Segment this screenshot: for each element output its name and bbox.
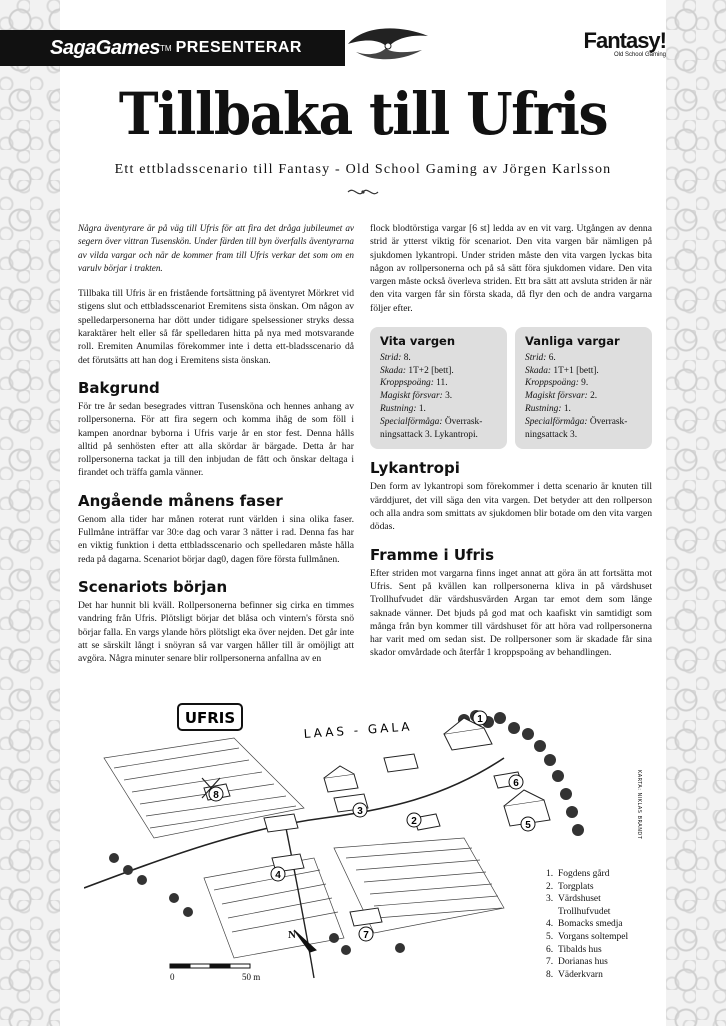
stat-row: Rustning: 1. [525, 404, 571, 415]
legend-item: 1. Fogdens gård [546, 869, 610, 879]
svg-text:50 m: 50 m [242, 972, 261, 982]
section-heading-moon: Angående månens faser [78, 491, 283, 510]
stat-row: Strid: 8. [380, 352, 411, 363]
left-column [78, 222, 354, 677]
section-heading-start: Scenariots början [78, 577, 228, 596]
legend-item: 8. Väderkvarn [546, 969, 603, 980]
stat-row: Specialförmåga: Överrask-ningsattack 3. [525, 416, 628, 440]
leaf-ornament-icon [338, 22, 438, 66]
legend-item: 6. Tibalds hus [546, 944, 602, 955]
page-title: Tillbaka till Ufris [118, 80, 608, 148]
map-marker-6 [509, 775, 523, 789]
page-subtitle: Ett ettbladsscenario till Fantasy - Old School Gaming av Jörgen Karlsson [114, 162, 612, 177]
svg-text:1: 1 [477, 714, 483, 725]
section-heading-arrival: Framme i Ufris [370, 545, 494, 564]
fantasy-logo-word: Fantasy! [583, 28, 666, 53]
svg-text:5: 5 [525, 820, 531, 831]
stat-box-normal-wolves [515, 327, 652, 449]
ornamental-border-left [0, 0, 60, 1026]
paragraph: Genom alla tider har månen roterat runt världen i sina olika faser. Fullmåne inträffar var 30:e dag och varar 3 nätter i rad. Denna fas har en viktig funktion i detta ettbladsscenario och spelledaren måste hålla reda på dagarna. Scenariot börjar dag0, dagen före första fullmånen. [78, 513, 354, 565]
fantasy-logo-sub: Old School Gaming [613, 52, 666, 58]
sagagames-logo: SagaGames [50, 36, 161, 59]
svg-text:7: 7 [363, 930, 369, 941]
svg-text:4: 4 [275, 870, 281, 881]
map-credit: KARTA: NIKLAS BRANDT [636, 770, 642, 840]
stat-row: Magiskt försvar: 3. [380, 391, 453, 402]
legend-item: 2. Torgplats [546, 881, 594, 892]
svg-text:0: 0 [170, 972, 175, 982]
map-title: UFRIS [184, 709, 236, 727]
stat-boxes [370, 327, 652, 449]
svg-text:2: 2 [411, 816, 417, 827]
map-marker-4 [271, 867, 285, 881]
ornamental-border-right [666, 0, 726, 1026]
paragraph: Det har hunnit bli kväll. Rollpersonerna befinner sig cirka en timmes vandring från Ufris. Plötsligt börjar det blåsa och vintern's första snö börjar falla. En vargs ylande hörs plötsligt eka över nejden. Det går inte att se särskilt långt i snöyran så var vargen håller till är omöjligt att avgöra. Några minuter senare blir rollpersonerna anfallna av en [78, 599, 354, 665]
village-map [84, 698, 624, 998]
fantasy-logo [566, 28, 666, 58]
divider-ornament-icon [346, 186, 380, 198]
map-legend [546, 868, 628, 981]
stat-box-white-wolf [370, 327, 507, 449]
paragraph: Efter striden mot vargarna finns inget annat att göra än att fortsätta mot Ufris. Sent på kvällen kan rollpersonerna kliva in på värdshuset Trollhufvudet där värdshusvärden Argan tar emot dem som länge saknade vänner. Det bjuds på god mat och kaafiskt vin samtidigt som många från byn kommer till värdshuset för att höra vad rollpersonerna har varit med om sedan sist. De rollpersoner som är skadade får sina skador omvårdade och återfår 1 kroppspoäng av behandlingen. [370, 567, 652, 659]
legend-item: 7. Dorianas hus [546, 957, 608, 968]
stat-row: Rustning: 1. [380, 404, 426, 415]
stat-row: Skada: 1T+2 [bett]. [380, 365, 454, 376]
intro-paragraph: Några äventyrare är på väg till Ufris för att fira det dråga jubileumet av segern över vittran Tusenskön. Under färden till byn överfalls äventyrarna av vilda vargar och när de kommer fram till Ufris verkar det som om en varulv börjar i trakten. [78, 223, 354, 273]
stat-row: Specialförmåga: Överrask-ningsattack 3. Lykantropi. [380, 416, 483, 440]
stat-row: Kroppspoäng: 9. [525, 378, 589, 389]
paragraph: För tre år sedan besegrades vittran Tusensköna och hennes anhang av rollpersonerna. För att fira segern och komma ihåg de som föll i kampen anordnar byborna i Ufris varje år en stor fest. Denna hålls alltid på senhösten efter att alla skördar är bärgade. Detta år har rollpersonerna tackat ja till den inbjudan de fått och önskar deltaga i firandet och träffa gamla vänner. [78, 400, 354, 479]
stat-row: Magiskt försvar: 2. [525, 391, 598, 402]
map-marker-1 [473, 711, 487, 725]
scale-bar [170, 964, 260, 982]
stat-row: Kroppspoäng: 11. [380, 378, 448, 389]
paragraph: Den form av lykantropi som förekommer i detta scenario är knuten till värddjuret, det vill säga den vita vargen. Det betyder att den rollperson och alla andra som smittats av sjukdomen blir botade om den vita vargen dödas. [370, 481, 652, 533]
stat-box-title: Vanliga vargar [525, 334, 620, 349]
map-region-label: LAAS - GALA [303, 719, 413, 741]
svg-text:8: 8 [213, 790, 219, 801]
paragraph: flock blodtörstiga vargar [6 st] ledda av en vit varg. Utgången av denna strid är ytterst viktig för scenariot. Den vita vargen bär nämligen på sjukdomen lykantropi. Under striden måste den vita vargen lyckas bita någon av rollpersonerna och på så sätt föra sjukdomen vidare. Den vita vargen måste också överleva striden. Ett bra sätt att avsluta striden är när den vita vargen får sin första skada, då flyr den och de andra vargarna följer efter. [370, 223, 652, 314]
legend-item: 3. Värdshuset Trollhufvudet [546, 894, 611, 917]
right-column [370, 222, 652, 672]
map-marker-5 [521, 817, 535, 831]
stat-row: Strid: 6. [525, 352, 556, 363]
presents-label: PRESENTERAR [175, 39, 302, 56]
legend-item: 4. Bomacks smedja [546, 919, 623, 930]
paragraph: Tillbaka till Ufris är en fristående fortsättning på äventyret Mörkret vid stigens slut och ettbladsscenariot Eremitens sista önskan. Om någon av spelledarpersonerna har dött under tidigare spelsessioner stryks dessa karaktärer helt eller så får spelledaren hitta på nya med motsvarande roll. Eremiten Anumilas förekommer inte i detta ett-bladsscenario då det förutsätts att han dog i Eremitens sista önskan. [78, 288, 354, 366]
stat-box-title: Vita vargen [380, 334, 456, 349]
presenter-banner [0, 30, 345, 66]
svg-text:6: 6 [513, 778, 519, 789]
stat-row: Skada: 1T+1 [bett]. [525, 365, 599, 376]
legend-item: 5. Vorgans soltempel [546, 931, 629, 942]
svg-text:3: 3 [357, 806, 363, 817]
svg-text:N: N [288, 929, 296, 941]
north-arrow-icon [288, 929, 316, 952]
map-marker-8 [209, 787, 223, 801]
map-markers [209, 711, 535, 941]
section-heading-background: Bakgrund [78, 378, 160, 397]
page [50, 0, 666, 1026]
map-marker-7 [359, 927, 373, 941]
map-marker-2 [407, 813, 421, 827]
section-heading-lycanthropy: Lykantropi [370, 459, 460, 478]
map-marker-3 [353, 803, 367, 817]
trademark-mark: TM [160, 43, 172, 53]
